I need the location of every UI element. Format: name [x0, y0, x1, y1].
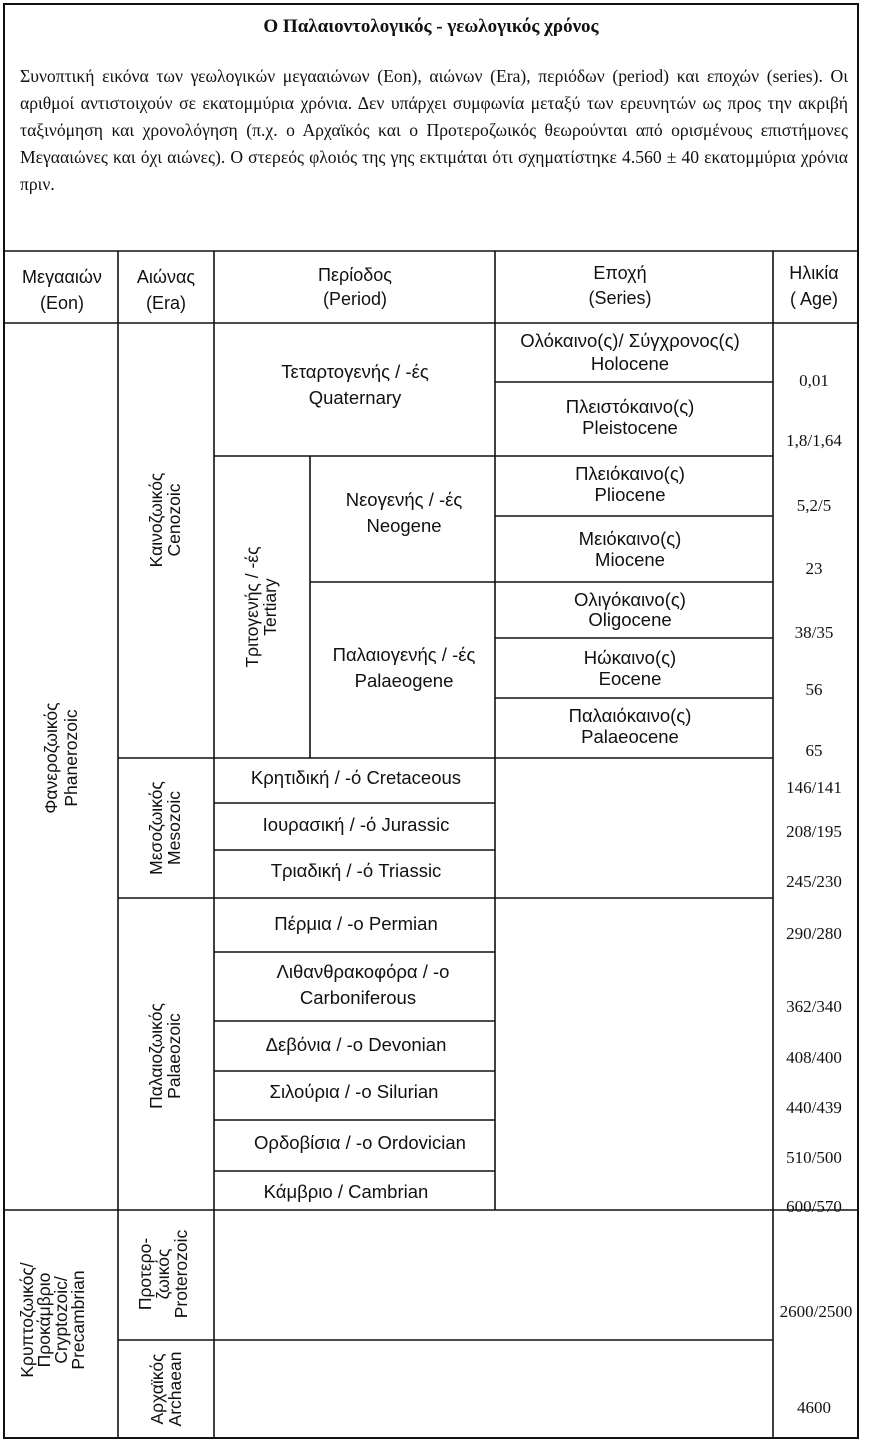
age-value: 5,2/5 — [796, 496, 832, 515]
age-value: 408/400 — [786, 1048, 842, 1067]
svg-text:Carboniferous: Carboniferous — [299, 987, 417, 1008]
svg-text:Proterozoic: Proterozoic — [171, 1229, 191, 1319]
age-value: 245/230 — [786, 872, 842, 891]
eon-cryptozoic — [17, 1262, 88, 1377]
svg-text:Κρυπτοζωικός/: Κρυπτοζωικός/ — [17, 1262, 37, 1378]
svg-text:Προκάμβριο: Προκάμβριο — [34, 1272, 54, 1368]
header-age-label: Ηλικία — [789, 263, 839, 283]
svg-text:Cenozoic: Cenozoic — [164, 483, 184, 557]
svg-text:Neogene: Neogene — [366, 515, 442, 536]
age-value: 1,8/1,64 — [786, 431, 842, 450]
period-ordovician: Ορδοβίσια / -ο Ordovician — [254, 1132, 466, 1153]
period-cretaceous: Κρητιδική / -ό Cretaceous — [250, 767, 462, 788]
svg-text:Παλαιόκαινο(ς): Παλαιόκαινο(ς) — [568, 705, 692, 726]
svg-text:Πλειστόκαινο(ς): Πλειστόκαινο(ς) — [565, 396, 695, 417]
svg-text:Προτερο-: Προτερο- — [135, 1237, 155, 1311]
period-carboniferous — [277, 961, 450, 1008]
header-period — [318, 265, 392, 309]
svg-text:Eocene: Eocene — [598, 668, 662, 689]
header-era — [137, 267, 195, 313]
header-period-label: Περίοδος — [318, 265, 392, 285]
age-value: 38/35 — [794, 623, 834, 642]
period-triassic: Τριαδική / -ό Triassic — [270, 860, 442, 881]
eon-phanerozoic — [41, 702, 81, 813]
series-palaeocene — [569, 705, 692, 747]
era-cenozoic — [146, 473, 184, 568]
age-value: 146/141 — [786, 778, 842, 797]
age-value: 2600/2500 — [779, 1302, 853, 1321]
svg-text:Precambrian: Precambrian — [68, 1270, 88, 1370]
header-age — [789, 263, 838, 309]
svg-text:Νεογενής / -ές: Νεογενής / -ές — [345, 489, 463, 510]
age-value: 290/280 — [786, 924, 842, 943]
svg-text:Παλαιογενής / -ές: Παλαιογενής / -ές — [332, 644, 476, 665]
era-archaean — [147, 1352, 185, 1427]
era-proterozoic — [135, 1229, 191, 1318]
age-column — [780, 371, 853, 1417]
header-eon — [22, 267, 102, 313]
header-eon-sublabel: (Eon) — [39, 293, 85, 313]
period-quaternary — [281, 361, 429, 408]
era-mesozoic — [146, 781, 184, 875]
period-cambrian: Κάμβριο / Cambrian — [263, 1181, 429, 1202]
svg-text:Archaean: Archaean — [165, 1351, 185, 1427]
svg-text:Pliocene: Pliocene — [594, 484, 666, 505]
age-value: 0,01 — [799, 371, 829, 390]
svg-text:Ολόκαινο(ς)/ Σύγχρονος(ς): Ολόκαινο(ς)/ Σύγχρονος(ς) — [520, 330, 740, 351]
period-permian: Πέρμια / -ο Permian — [274, 913, 438, 934]
header-eon-label: Μεγααιών — [22, 267, 102, 287]
svg-text:Holocene: Holocene — [590, 353, 670, 374]
table-grid-lines — [5, 251, 859, 1439]
age-value: 65 — [805, 741, 823, 760]
svg-text:Τριτογενής / -ές: Τριτογενής / -ές — [242, 546, 262, 668]
subperiod-tertiary — [242, 546, 280, 667]
svg-text:Παλαιοζωικός: Παλαιοζωικός — [146, 1003, 166, 1109]
period-silurian: Σιλούρια / -ο Silurian — [269, 1081, 439, 1102]
svg-text:Λιθανθρακοφόρα / -ο: Λιθανθρακοφόρα / -ο — [276, 961, 450, 982]
age-value: 4600 — [797, 1398, 831, 1417]
age-value: 600/570 — [786, 1197, 842, 1216]
svg-text:Phanerozoic: Phanerozoic — [61, 709, 81, 807]
age-value: 510/500 — [786, 1148, 842, 1167]
series-holocene — [520, 330, 740, 374]
svg-text:Mesozoic: Mesozoic — [164, 791, 184, 865]
svg-text:Ολιγόκαινο(ς): Ολιγόκαινο(ς) — [574, 589, 686, 610]
intro-paragraph: Συνοπτική εικόνα των γεωλογικών μεγααιώνων (Eon), αιώνων (Era), περιόδων (period) και εποχών (series). Οι αριθμοί αντιστοιχούν σε εκατομμύρια χρόνια. Δεν υπάρχει συμφωνία μεταξύ των ερευνητών ως προς την ακριβή ταξινόμηση και χρονολόγηση (π.χ. ο Αρχαϊκός και ο Προτεροζωικός θεωρούνται από ορισμένους επιστήμονες Μεγααιώνες και όχι αιώνες). Ο στερεός φλοιός της γης εκτιμάται ότι σχηματίστηκε 4.560 ± 40 εκατομμύρια χρόνια πριν. — [20, 66, 848, 194]
document-title: Ο Παλαιοντολογικός - γεωλογικός χρόνος — [263, 16, 599, 37]
series-pliocene — [575, 463, 685, 505]
period-jurassic: Ιουρασική / -ό Jurassic — [262, 814, 450, 835]
series-oligocene — [574, 589, 686, 630]
age-value: 362/340 — [786, 997, 842, 1016]
header-series-label: Εποχή — [593, 263, 647, 283]
header-era-label: Αιώνας — [136, 267, 196, 287]
header-series-sublabel: (Series) — [588, 288, 652, 308]
age-value: 56 — [805, 680, 823, 699]
svg-text:Cryptozoic/: Cryptozoic/ — [51, 1276, 71, 1364]
svg-text:Pleistocene: Pleistocene — [582, 417, 678, 438]
era-palaeozoic — [146, 1003, 184, 1109]
svg-text:Μεσοζωικός: Μεσοζωικός — [146, 781, 166, 875]
period-palaeogene — [333, 644, 476, 691]
age-value: 23 — [805, 559, 823, 578]
svg-text:Καινοζωικός: Καινοζωικός — [146, 472, 166, 568]
svg-text:Αρχαϊκός: Αρχαϊκός — [147, 1353, 167, 1425]
header-series — [588, 263, 651, 308]
header-era-sublabel: (Era) — [146, 293, 186, 313]
header-age-sublabel: ( Age) — [789, 289, 839, 309]
period-neogene — [346, 489, 463, 536]
svg-text:Palaeozoic: Palaeozoic — [164, 1013, 184, 1099]
svg-text:Palaeogene: Palaeogene — [354, 670, 454, 691]
age-value: 440/439 — [786, 1098, 842, 1117]
svg-text:Ηώκαινο(ς): Ηώκαινο(ς) — [583, 647, 677, 668]
svg-text:Μειόκαινο(ς): Μειόκαινο(ς) — [578, 528, 682, 549]
header-period-sublabel: (Period) — [322, 289, 388, 309]
svg-text:Πλειόκαινο(ς): Πλειόκαινο(ς) — [575, 463, 685, 484]
series-miocene — [579, 528, 682, 570]
svg-text:Φανεροζωικός: Φανεροζωικός — [41, 702, 61, 814]
svg-text:Tertiary: Tertiary — [260, 578, 280, 636]
svg-text:Quaternary: Quaternary — [308, 387, 402, 408]
age-value: 208/195 — [786, 822, 842, 841]
svg-text:Miocene: Miocene — [595, 549, 665, 570]
svg-text:Palaeocene: Palaeocene — [581, 726, 679, 747]
period-devonian: Δεβόνια / -ο Devonian — [265, 1034, 447, 1055]
svg-text:Τεταρτογενής / -ές: Τεταρτογενής / -ές — [281, 361, 429, 382]
series-eocene — [584, 647, 676, 689]
svg-text:Oligocene: Oligocene — [588, 609, 672, 630]
series-pleistocene — [566, 396, 695, 438]
svg-text:ζωικός: ζωικός — [153, 1248, 173, 1300]
